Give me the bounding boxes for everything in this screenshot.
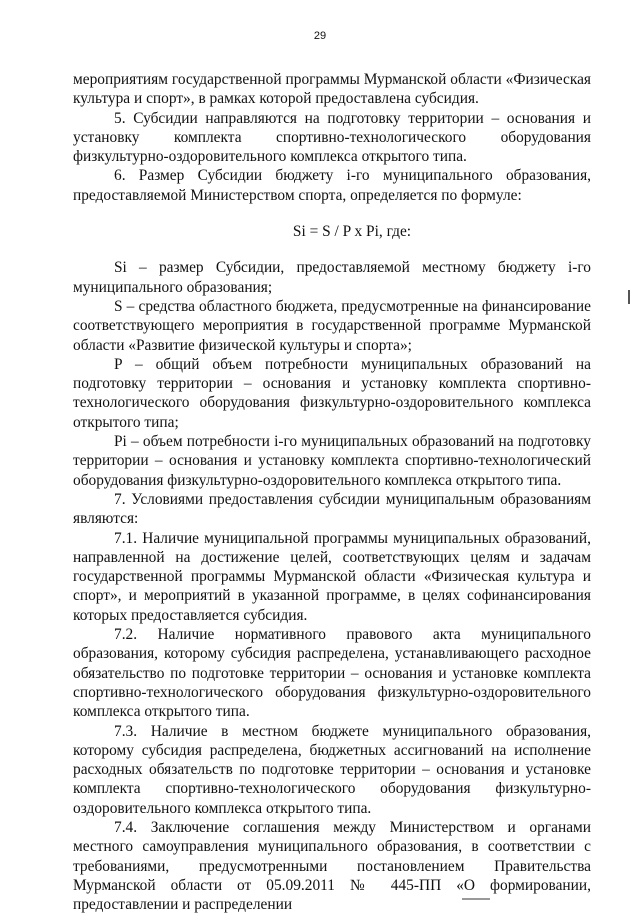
definition-s: S – средства областного бюджета, предусмотренные на финансирование соответствующего мероприятия в государственной программе Мурманской области «Развитие физической культуры и спорта»; [73, 297, 591, 354]
definition-si: Si – размер Субсидии, предоставляемой местному бюджету i-го муниципального образования; [73, 259, 591, 296]
margin-mark [628, 290, 630, 304]
definition-pi: Pi – объем потребности i-го муниципальных образований на подготовку территории – основания и установку комплекта спортивно-технологический оборудования физкультурно-оздоровительного комплекса открытого типа. [73, 433, 591, 489]
paragraph-item-6: 6. Размер Субсидии бюджету i-го муниципального образования, предоставляемой Министерством спорта, определяется по формуле: [73, 167, 591, 204]
paragraph-continuation: мероприятиям государственной программы Мурманской области «Физическая культура и спорт», в рамках которой предоставлена субсидия. [73, 71, 591, 108]
scan-artifact [462, 898, 490, 900]
document-body [73, 70, 591, 914]
paragraph-item-7-1: 7.1. Наличие муниципальной программы муниципальных образований, направленной на достижение целей, соответствующих целям и задачам государственной программы Мурманской области «Физическая культура и спорт», и мероприятий в указанной программе, в целях софинансирования которых предоставляется субсидия. [73, 529, 591, 624]
definition-p: P – общий объем потребности муниципальных образований на подготовку территории – основания и установку комплекта спортивно-технологического оборудования физкультурно-оздоровительного комплекса открытого типа; [73, 355, 591, 431]
paragraph-item-7-2: 7.2. Наличие нормативного правового акта муниципального образования, которому субсидия распределена, устанавливающего расходное обязательство по подготовке территории – основания и установке комплекта спортивно-технологического оборудования физкультурно-оздоровительного комплекса открытого типа. [73, 626, 591, 721]
paragraph-item-7-3: 7.3. Наличие в местном бюджете муниципального образования, которому субсидия распределена, бюджетных ассигнований на исполнение расходных обязательств по подготовке территории – основания и установке комплекта спортивно-технологического оборудования физкультурно-оздоровительного комплекса открытого типа. [73, 722, 591, 817]
page-number: 29 [313, 30, 327, 42]
formula: Si = S / P x Pi, где: [292, 223, 412, 241]
paragraph-item-5: 5. Субсидии направляются на подготовку территории – основания и установку комплекта спортивно-технологического оборудования физкультурно-оздоровительного комплекса открытого типа. [73, 109, 591, 166]
paragraph-item-7: 7. Условиями предоставления субсидии муниципальным образованиям являются: [73, 490, 591, 528]
paragraph-item-7-4: 7.4. Заключение соглашения между Министерством и органами местного самоуправления муниципального образования, в соответствии с требованиями, предусмотренными постановлением Правительства Мурманской области от 05.09.2011 № 445-ПП «О формировании, предоставлении и распределении [73, 818, 591, 914]
